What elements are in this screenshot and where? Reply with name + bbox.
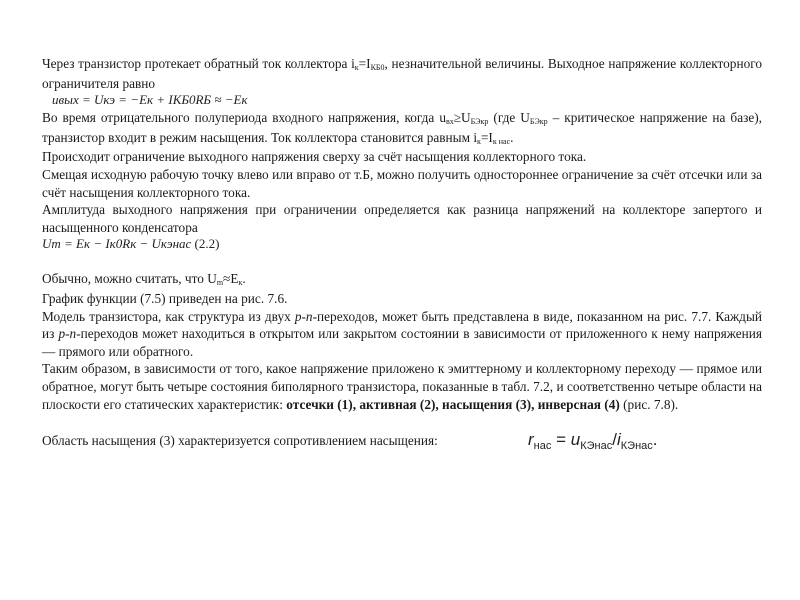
formula-reference: (2.2) bbox=[194, 236, 220, 252]
subscript: к bbox=[238, 278, 243, 288]
subscript: КЭнас bbox=[580, 440, 613, 453]
paragraph-bias-shift: Смещая исходную рабочую точку влево или вправо от т.Б, можно получить одностороннее ограничение за счёт отсечки или за счёт насыщения коллекторного тока. bbox=[42, 166, 762, 200]
paragraph-saturation-resistance: Область насыщения (3) характеризуется сопротивлением насыщения: bbox=[42, 433, 438, 449]
symbol: r bbox=[528, 430, 534, 450]
subscript: m bbox=[216, 278, 224, 288]
paragraph-approximation bbox=[42, 270, 762, 290]
text: ≥U bbox=[453, 110, 471, 126]
text: Таким образом, в зависимости от того, какое напряжение приложено к эмиттерному и коллекторному переходу — прямое или обратное, могут быть четыре состояния биполярного транзистора, показанные в табл. 7.2, и соответственно четыре области на плоскости его статических характеристик: bbox=[42, 361, 762, 412]
text: -переходов может находиться в открытом или закрытом состоянии в зависимости от приложенного к нему напряжения — прямого или обратного. bbox=[42, 326, 762, 359]
text: Во время отрицательного полупериода входного напряжения, когда u bbox=[42, 110, 446, 126]
text: Обычно, можно считать, что U bbox=[42, 271, 217, 287]
subscript: нас bbox=[533, 440, 552, 453]
paragraph-amplitude: Амплитуда выходного напряжения при ограничении определяется как разница напряжений на коллекторе запертого и насыщенного конденсатора bbox=[42, 202, 762, 235]
subscript: к bbox=[477, 136, 481, 146]
paragraph-saturation-mode bbox=[42, 109, 762, 148]
subscript: БЭкр bbox=[470, 117, 489, 127]
subscript: к нас bbox=[492, 136, 511, 146]
text: Через транзистор протекает обратный ток коллектора i bbox=[42, 56, 355, 71]
subscript: КБ0 bbox=[370, 63, 385, 72]
paragraph-transistor-model bbox=[42, 308, 762, 361]
text: . bbox=[652, 430, 658, 450]
text: . bbox=[242, 271, 246, 287]
text: ≈E bbox=[223, 271, 239, 287]
text: – критическое напряжение на базе), транзистор входит в режим насыщения. Ток коллектора становится равным i bbox=[42, 110, 763, 145]
text-italic: p-n bbox=[58, 326, 77, 342]
subscript: к bbox=[354, 63, 359, 72]
subscript: вх bbox=[445, 117, 454, 127]
text: (где U bbox=[488, 110, 530, 126]
subscript: БЭкр bbox=[529, 117, 548, 127]
text: / bbox=[612, 430, 617, 450]
paragraph-reverse-current bbox=[42, 55, 762, 92]
text: = bbox=[551, 430, 571, 450]
paragraph-limiting: Происходит ограничение выходного напряжения сверху за счёт насыщения коллекторного тока. bbox=[42, 149, 587, 165]
formula-output-voltage: uвых = Uкэ = −Eк + IКБ0RБ ≈ −Eк bbox=[52, 92, 248, 108]
text: . bbox=[510, 129, 514, 145]
text-italic: p-n bbox=[294, 308, 313, 324]
text-bold: отсечки (1), активная (2), насыщения (3), инверсная (4) bbox=[286, 396, 620, 412]
document-body bbox=[42, 55, 762, 456]
subscript: КЭнас bbox=[620, 440, 653, 453]
symbol: u bbox=[570, 430, 581, 450]
paragraph-four-states bbox=[42, 360, 762, 413]
text: , незначительной величины. Выходное напряжение коллекторного ограничителя равно bbox=[42, 56, 762, 91]
text: =I bbox=[480, 129, 493, 145]
symbol: i bbox=[616, 430, 621, 450]
saturation-row bbox=[42, 432, 762, 456]
text: (рис. 7.8). bbox=[619, 396, 679, 412]
formula-amplitude bbox=[42, 236, 762, 251]
text: -переходов, может быть представлена в виде, показанном на рис. 7.7. Каждый из bbox=[42, 308, 762, 342]
formula-saturation-resistance bbox=[528, 430, 658, 453]
text: Модель транзистора, как структура из двух bbox=[42, 308, 295, 324]
paragraph-graph-ref: График функции (7.5) приведен на рис. 7.6. bbox=[42, 290, 288, 306]
text: =I bbox=[358, 56, 371, 71]
formula-text: Um = Eк − Iк0Rк − Uкэнас bbox=[42, 236, 192, 252]
